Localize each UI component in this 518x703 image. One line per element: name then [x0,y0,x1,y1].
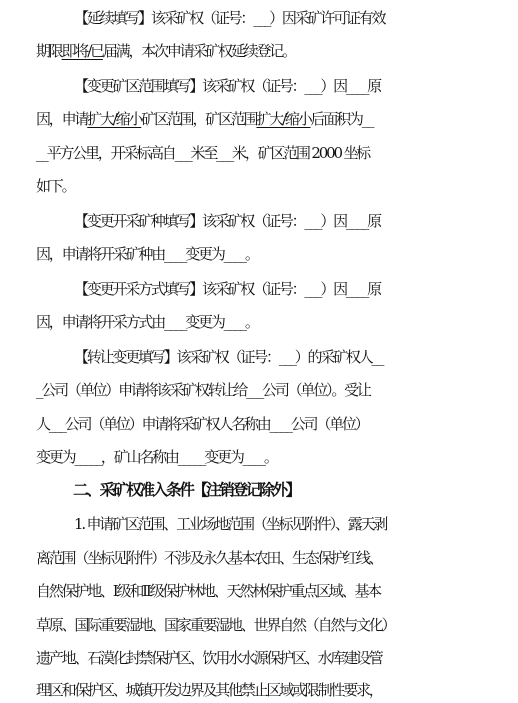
scope-line-1 [0,73,518,99]
mineral-to-blank: ____ [223,245,245,263]
method-text-b: ）因 [320,280,346,298]
transfer-owner-blank-b: _ [36,381,42,399]
transfer-text-g: 公司（单位） [290,415,368,433]
transfer-owner-blank-a: __ [371,348,383,366]
renewal-line-1 [0,5,518,31]
scope-elev-from-blank: ___ [174,144,191,162]
mineral-text-b: ）因 [320,212,346,230]
renewal-license-blank: ___ [253,9,270,27]
scope-text-b: ）因 [320,77,346,95]
scope-area-blank-b: __ [36,144,47,162]
transfer-line-3 [0,411,518,437]
mineral-text-c: 原 [367,212,380,230]
method-line-2 [0,309,518,335]
condition-1-line-4 [0,612,518,638]
renewal-text-b: ）因采矿许可证有效 [269,9,385,27]
transfer-text-k: 。 [263,448,277,466]
mineral-text-e: 变更为 [185,245,224,263]
scope-text-e: 矿区范围，矿区范围 [141,110,257,128]
renewal-label: 【延续填写】 [74,9,151,27]
transfer-text-a: 该采矿权（证号： [176,348,279,366]
transfer-line-2 [0,377,518,403]
transfer-text-d: 公司（单位）。受让 [262,381,370,399]
transfer-line-1 [0,344,518,370]
transfer-mine-old-blank: _____ [177,448,205,466]
method-text-d: 因，申请将开采方式由 [36,313,165,331]
mineral-label: 【变更开采矿种填写】 [74,212,203,230]
scope-text-g: 平方公里，开采标高自 [46,144,175,162]
condition-1-text-4: 草原、国际重要湿地、国家重要湿地、世界自然（自然与文化） [36,616,395,634]
mineral-reason-blank: ____ [345,212,368,230]
condition-1-line-2 [0,545,518,571]
condition-1-text-1: 1. 申请矿区范围、工业场地范围（坐标见附件）、露天剥 [74,515,387,533]
scope-text-f: 后面积为 [310,110,362,128]
transferee-blank: ___ [48,415,65,433]
condition-1-line-6 [0,677,518,703]
renewal-text-c: 期限 [36,42,62,60]
renewal-text-d: 届满，本次申请采矿权延续登记。 [102,42,295,60]
scope-area-blank-a: __ [361,110,373,128]
renewal-line-2 [0,38,518,64]
scope-text-a: 该采矿权（证号： [202,77,305,95]
scope-option-1: 扩大/缩小 [87,110,142,128]
scope-line-3 [0,140,518,166]
method-text-e: 变更为 [185,313,224,331]
section-heading [0,477,518,503]
transfer-newname-blank: _____ [74,448,101,466]
method-to-blank: ____ [223,313,245,331]
transfer-label: 【转让变更填写】 [74,348,177,366]
condition-1-line-1 [0,511,518,537]
scope-text-c: 原 [367,77,380,95]
scope-label: 【变更矿区范围填写】 [74,77,203,95]
scope-option-2: 扩大/缩小 [256,110,311,128]
scope-text-i: 米，矿区范围 2000 坐标 [232,144,369,162]
condition-1-text-6: 理区和保护区、城镇开发边界及其他禁止区域或限制性要求， [36,681,382,699]
method-text-f: 。 [244,313,258,331]
transfer-text-c: 公司（单位）申请将该采矿权转让给 [41,381,247,399]
mineral-license-blank: ___ [304,212,321,230]
condition-1-text-2: 离范围（坐标见附件）不涉及永久基本农田、生态保护红线、 [36,549,382,567]
mineral-text-a: 该采矿权（证号： [202,212,305,230]
method-text-a: 该采矿权（证号： [202,280,305,298]
method-license-blank: ___ [304,280,321,298]
method-reason-blank: ____ [345,280,368,298]
method-text-c: 原 [367,280,380,298]
condition-1-line-5 [0,645,518,671]
section-heading-main: 二、采矿权准入条件 [73,481,193,499]
transfer-line-4 [0,444,518,470]
scope-text-j: 如下。 [36,177,75,195]
scope-text-d: 因，申请 [36,110,88,128]
transfer-license-blank: ___ [278,348,295,366]
renewal-option-underlined: 即将/已 [61,42,103,60]
transfer-text-h: 变更为 [36,448,75,466]
mineral-from-blank: ____ [164,245,186,263]
mineral-text-d: 因，申请将开采矿种由 [36,245,165,263]
transfer-text-b: ）的采矿权人 [294,348,372,366]
scope-text-h: 米至 [190,144,217,162]
transfer-oldname-blank: ____ [269,415,291,433]
transfer-text-f: 公司（单位）申请将采矿权人名称由 [64,415,270,433]
scope-line-2 [0,106,518,132]
method-line-1 [0,276,518,302]
condition-1-line-3 [0,578,518,604]
condition-1-text-5: 遗产地、石漠化封禁保护区、饮用水水源保护区、水库建设管 [36,649,382,667]
transfer-text-i: ，矿山名称由 [100,448,178,466]
mineral-text-f: 。 [244,245,258,263]
mineral-line-1 [0,208,518,234]
transfer-to-blank: ___ [246,381,263,399]
transfer-mine-new-blank: ____ [242,448,264,466]
section-heading-note: 【注销登记除外】 [192,481,300,499]
transfer-text-j: 变更为 [204,448,243,466]
scope-license-blank: ___ [304,77,321,95]
method-label: 【变更开采方式填写】 [74,280,203,298]
scope-elev-to-blank: ___ [216,144,233,162]
mineral-line-2 [0,241,518,267]
condition-1-text-3: 自然保护地、I级和II级保护林地、天然林保护重点区域、基本 [36,582,380,600]
method-from-blank: ____ [164,313,186,331]
scope-reason-blank: ____ [345,77,368,95]
scope-line-4 [0,173,518,199]
transfer-text-e: 人 [36,415,49,433]
renewal-text-a: 该采矿权（证号： [150,9,254,27]
